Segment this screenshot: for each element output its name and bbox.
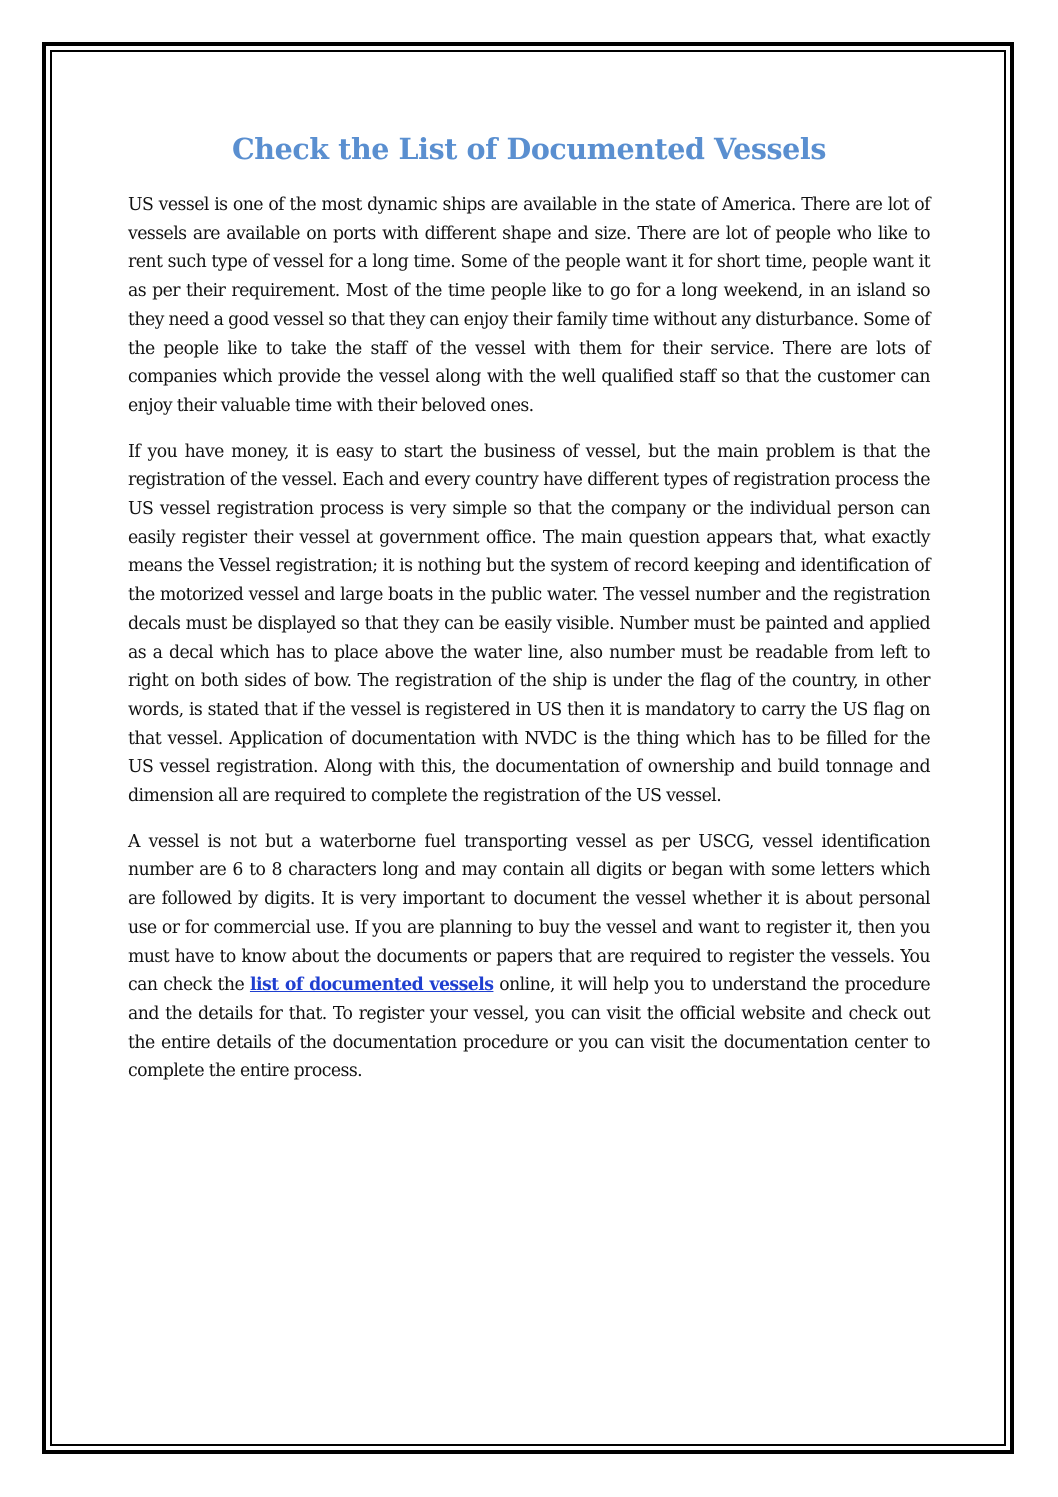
paragraph-2: If you have money, it is easy to start the business of vessel, but the main problem is that the registration of the vessel. Each and every country have different types of registration process the US vessel registration process is very simple so that the company or the individual person can easily register their vessel at government office. The main question appears that, what exactly means the Vessel registration; it is nothing but the system of record keeping and identification of the motorized vessel and large boats in the public water. The vessel number and the registration decals must be displayed so that they can be easily visible. Number must be painted and applied as a decal which has to place above the water line, also number must be readable from left to right on both sides of bow. The registration of the ship is under the flag of the country, in other words, is stated that if the vessel is registered in US then it is mandatory to carry the US flag on that vessel. Application of documentation with NVDC is the thing which has to be filled for the US vessel registration. Along with this, the documentation of ownership and build tonnage and dimension all are required to complete the registration of the US vessel.	[128, 441, 930, 807]
paragraph-3-before-link: A vessel is not but a waterborne fuel transporting vessel as per USCG, vessel identification number are 6 to 8 characters long and may contain all digits or began with some letters which are followed by digits. It is very important to document the vessel whether it is about personal use or for commercial use. If you are planning to buy the vessel and want to register it, then you must have to know about the documents or papers that are required to register the vessels. You can check the	[128, 831, 930, 996]
list-of-documented-vessels-link[interactable]: list of documented vessels	[249, 975, 494, 996]
paragraph-3-after-link: online, it will help you to understand the procedure and the details for that. To register your vessel, you can visit the official website and check out the entire details of the documentation procedure or you can visit the documentation center to complete the entire process.	[128, 975, 930, 1082]
document-title: Check the List of Documented Vessels	[232, 132, 826, 166]
document-body	[128, 125, 930, 1103]
paragraph-3	[128, 828, 930, 1086]
paragraph-1: US vessel is one of the most dynamic ships are available in the state of America. There are lot of vessels are available on ports with different shape and size. There are lot of people who like to rent such type of vessel for a long time. Some of the people want it for short time, people want it as per their requirement. Most of the time people like to go for a long weekend, in an island so they need a good vessel so that they can enjoy their family time without any disturbance. Some of the people like to take the staff of the vessel with them for their service. There are lots of companies which provide the vessel along with the well qualified staff so that the customer can enjoy their valuable time with their beloved ones.	[128, 195, 930, 416]
